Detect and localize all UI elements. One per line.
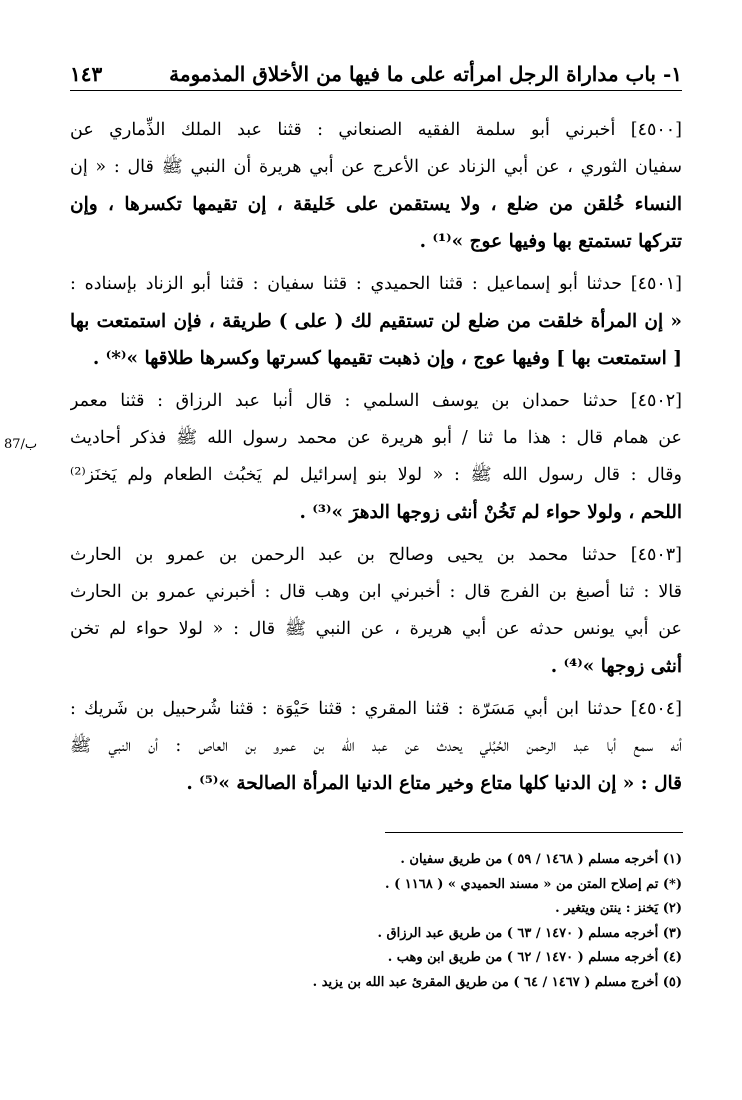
footnotes (70, 848, 682, 995)
text-line: [٤٥٠١] حدثنا أبو إسماعيل : قثنا الحميدي : قثنا سفيان : قثنا أبو الزناد بإسناده : (70, 274, 682, 294)
hadith-4504 (70, 691, 682, 802)
text-line: اللحم ، ولولا حواء لم تَخُنْ أنثى زوجها الدهرَ »⁽³⁾ . (299, 502, 682, 523)
text-line: [٤٥٠٣] حدثنا محمد بن يحيى وصالح بن عبد الرحمن بن عمرو بن الحارث (70, 545, 682, 565)
text-line: [٤٥٠٤] حدثنا ابن أبي مَسَرّة : قثنا المقري : قثنا حَيْوَة : قثنا شُرحبيل بن شَريك : (70, 699, 682, 719)
footnote: (٢) يَخنز : ينتن ويتغير . (555, 901, 682, 916)
margin-folio-note: ب/87 (4, 437, 38, 452)
text-line: سفيان الثوري ، عن أبي الزناد عن الأعرج عن أبي هريرة أن النبي ﷺ قال : « إن (70, 157, 682, 177)
text-line: أنه سمع أبا عبد الرحمن الحُبُلي يحدث عن عبد الله بن عمرو بن العاص : أن النبي ﷺ (70, 736, 682, 756)
chapter-title: ١- باب مداراة الرجل امرأته على ما فيها من الأخلاق المذمومة (169, 62, 682, 86)
text-line: « إن المرأة خلقت من ضلع لن تستقيم لك ( على ) طريقة ، فإن استمتعت بها (70, 311, 682, 332)
text-line: قال : « إن الدنيا كلها متاع وخير متاع الدنيا المرأة الصالحة »⁽⁵⁾ . (186, 773, 682, 794)
footnote: (*) تم إصلاح المتن من « مسند الحميدي » ( ١١٦٨ ) . (385, 876, 682, 892)
hadith-4502 (70, 383, 682, 531)
footnote: (٥) أخرج مسلم ( ١٤٦٧ / ٦٤ ) من طريق المقرئ عبد الله بن يزيد . (312, 974, 682, 990)
running-header (70, 58, 682, 91)
hadith-4500 (70, 112, 682, 260)
footnote: (١) أخرجه مسلم ( ١٤٦٨ / ٥٩ ) من طريق سفيان . (400, 852, 682, 867)
footnote-separator (385, 832, 683, 833)
text-line: وقال : قال رسول الله ﷺ : « لولا بنو إسرائيل لم يَخبُث الطعام ولم يَخنَز⁽²⁾ (70, 465, 682, 485)
text-line: عن همام قال : هذا ما ثنا / أبو هريرة عن محمد رسول الله ﷺ فذكر أحاديث (70, 428, 682, 448)
page-number: ١٤٣ (70, 62, 103, 86)
text-line: النساء خُلقن من ضلع ، ولا يستقمن على خَليقة ، إن تقيمها تكسرها ، وإن (70, 194, 682, 215)
text-line: [٤٥٠٠] أخبرني أبو سلمة الفقيه الصنعاني : قثنا عبد الملك الذِّماري عن (70, 120, 682, 140)
text-line: [٤٥٠٢] حدثنا حمدان بن يوسف السلمي : قال أنبا عبد الرزاق : قثنا معمر (70, 391, 682, 411)
hadith-4503 (70, 537, 682, 685)
text-line: أنثى زوجها »⁽⁴⁾ . (550, 656, 682, 677)
main-text (70, 112, 682, 808)
hadith-4501 (70, 266, 682, 377)
footnote: (٣) أخرجه مسلم ( ١٤٧٠ / ٦٣ ) من طريق عبد الرزاق . (377, 925, 682, 941)
text-line: تتركها تستمتع بها وفيها عوج »⁽¹⁾ . (419, 231, 682, 252)
text-line: قالا : ثنا أصبغ بن الفرج قال : أخبرني ابن وهب قال : أخبرني عمرو بن الحارث (70, 582, 682, 602)
text-line: [ استمتعت بها ] وفيها عوج ، وإن ذهبت تقيمها كسرتها وكسرها طلاقها »⁽*⁾ . (92, 348, 682, 369)
text-line: عن أبي يونس حدثه عن أبي هريرة ، عن النبي ﷺ قال : « لولا حواء لم تخن (70, 619, 682, 639)
footnote: (٤) أخرجه مسلم ( ١٤٧٠ / ٦٢ ) من طريق ابن وهب . (387, 950, 682, 965)
